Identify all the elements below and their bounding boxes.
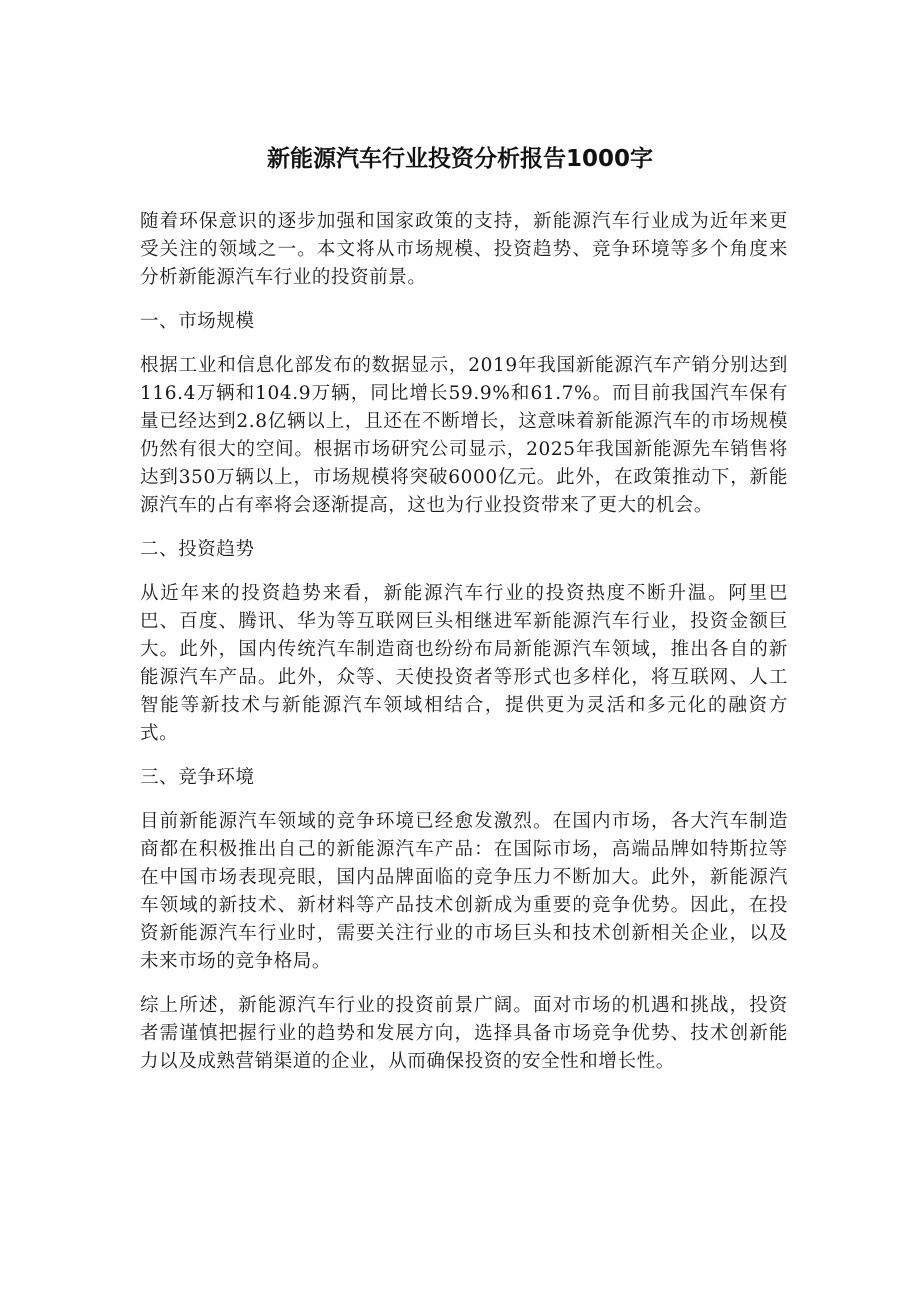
- section-body-competition: 目前新能源汽车领域的竞争环境已经愈发激烈。在国内市场，各大汽车制造商都在积极推出自己的新能源汽车产品：在国际市场，高端品牌如特斯拉等在中国市场表现亮眼，国内品牌面临的竞争压力不断加大。此外，新能源汽车领域的新技术、新材料等产品技术创新成为重要的竞争优势。因此，在投资新能源汽车行业时，需要关注行业的市场巨头和技术创新相关企业，以及未来市场的竞争格局。: [140, 811, 788, 972]
- section-heading-competition: 三、竞争环境: [140, 767, 255, 788]
- conclusion-paragraph: 综上所述，新能源汽车行业的投资前景广阔。面对市场的机遇和挑战，投资者需谨慎把握行业的趋势和发展方向，选择具备市场竞争优势、技术创新能力以及成熟营销渠道的企业，从而确保投资的安全性和增长性。: [140, 995, 788, 1072]
- intro-paragraph: 随着环保意识的逐步加强和国家政策的支持，新能源汽车行业成为近年来更受关注的领域之一。本文将从市场规模、投资趋势、竞争环境等多个角度来分析新能源汽车行业的投资前景。: [140, 211, 788, 288]
- document-body: [140, 208, 788, 1076]
- section-heading-investment-trend: 二、投资趋势: [140, 539, 255, 560]
- section-body-investment-trend: 从近年来的投资趋势来看，新能源汽车行业的投资热度不断升温。阿里巴巴、百度、腾讯、华为等互联网巨头相继进军新能源汽车行业，投资金额巨大。此外，国内传统汽车制造商也纷纷布局新能源汽车领域，推出各自的新能源汽车产品。此外，众等、天使投资者等形式也多样化，将互联网、人工智能等新技术与新能源汽车领域相结合，提供更为灵活和多元化的融资方式。: [140, 583, 788, 744]
- document-title: 新能源汽车行业投资分析报告1000字: [266, 146, 653, 172]
- section-body-market-size: 根据工业和信息化部发布的数据显示，2019年我国新能源汽车产销分别达到116.4万辆和104.9万辆，同比增长59.9%和61.7%。而目前我国汽车保有量已经达到2.8亿辆以上，且还在不断增长，这意味着新能源汽车的市场规模仍然有很大的空间。根据市场研究公司显示，2025年我国新能源先车销售将达到350万辆以上，市场规模将突破6000亿元。此外，在政策推动下，新能源汽车的占有率将会逐渐提高，这也为行业投资带来了更大的机会。: [140, 355, 788, 516]
- section-heading-market-size: 一、市场规模: [140, 311, 255, 332]
